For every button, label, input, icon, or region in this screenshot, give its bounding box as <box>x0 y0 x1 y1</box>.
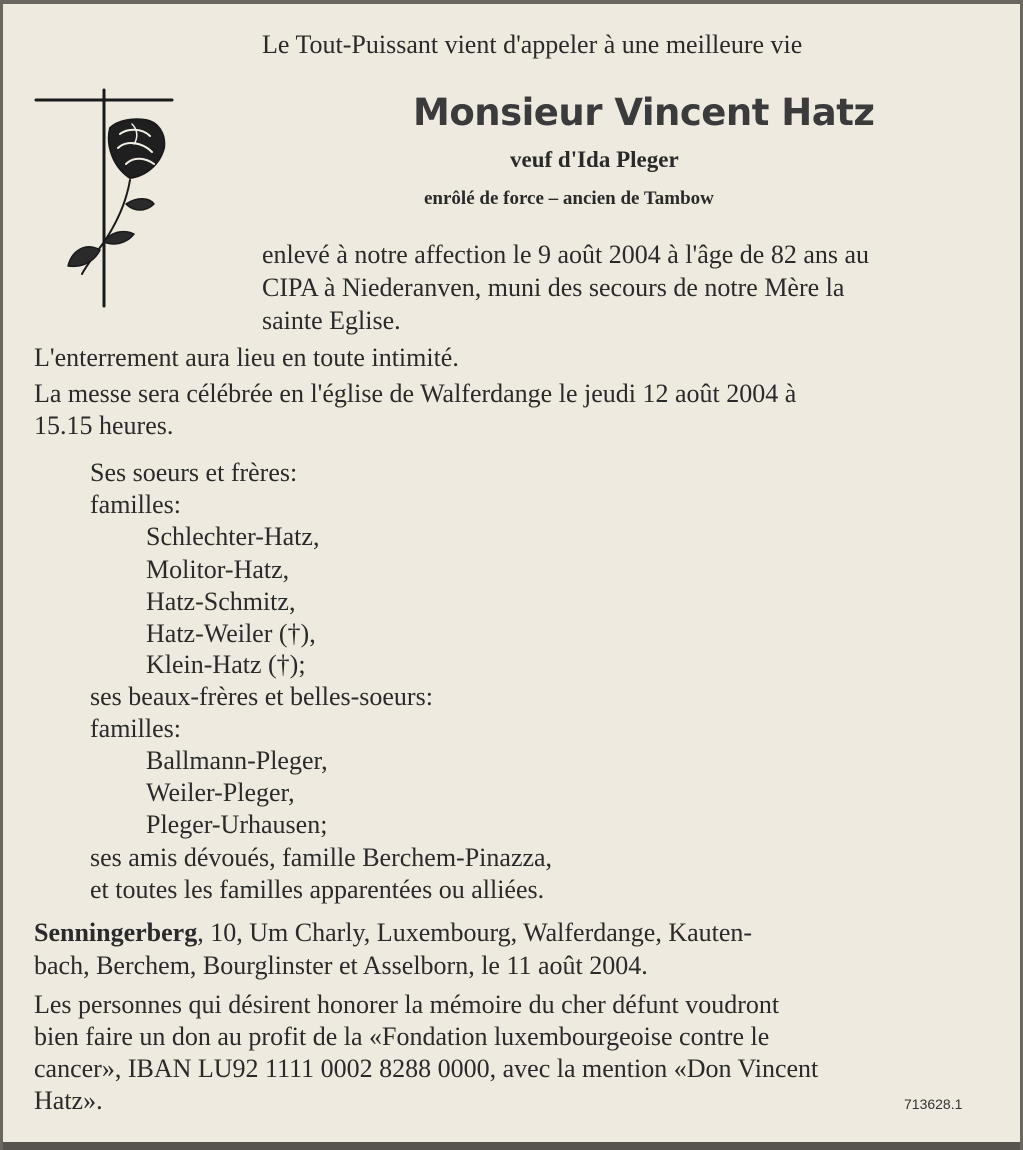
place-line-2: bach, Berchem, Bourglinster et Asselborn, le 11 août 2004. <box>34 951 648 980</box>
place-name: Senningerberg <box>34 918 198 947</box>
relatives-line: et toutes les familles apparentées ou alliées. <box>90 875 545 904</box>
siblings-families-label: familles: <box>90 490 181 519</box>
donation-line-3: cancer», IBAN LU92 1111 0002 8288 0000, avec la mention «Don Vincent <box>34 1054 819 1083</box>
sibling-family: Hatz-Weiler (†), <box>146 619 316 648</box>
border-top <box>0 0 1023 4</box>
reference-number: 713628.1 <box>904 1096 963 1112</box>
inlaw-family: Pleger-Urhausen; <box>146 810 328 839</box>
sibling-family: Klein-Hatz (†); <box>146 650 306 679</box>
taken-line-1: enlevé à notre affection le 9 août 2004 à l'âge de 82 ans au <box>262 240 870 269</box>
taken-line-2: CIPA à Niederanven, muni des secours de notre Mère la <box>262 273 845 302</box>
sibling-family: Schlechter-Hatz, <box>146 522 320 551</box>
intro-text: Le Tout-Puissant vient d'appeler à une meilleure vie <box>262 30 803 59</box>
burial-text: L'enterrement aura lieu en toute intimité. <box>34 343 459 372</box>
taken-line-3: sainte Eglise. <box>262 306 401 335</box>
sibling-family: Molitor-Hatz, <box>146 555 290 584</box>
donation-line-1: Les personnes qui désirent honorer la mémoire du cher défunt voudront <box>34 990 780 1019</box>
forced-conscript-text: enrôlé de force – ancien de Tambow <box>424 188 714 209</box>
cross-with-rose-icon <box>34 84 184 310</box>
place-line-1 <box>34 918 752 948</box>
siblings-heading: Ses soeurs et frères: <box>90 458 298 487</box>
place-address: , 10, Um Charly, Luxembourg, Walferdange, Kauten- <box>197 918 753 947</box>
inlaw-family: Weiler-Pleger, <box>146 778 295 807</box>
inlaws-heading: ses beaux-frères et belles-soeurs: <box>90 682 433 711</box>
border-left <box>0 0 3 1150</box>
border-bottom <box>0 1142 1023 1150</box>
inlaws-families-label: familles: <box>90 714 181 743</box>
widow-of-text: veuf d'Ida Pleger <box>510 147 679 172</box>
inlaw-family: Ballmann-Pleger, <box>146 746 328 775</box>
mass-line-2: 15.15 heures. <box>34 411 174 440</box>
donation-line-4: Hatz». <box>34 1086 103 1115</box>
sibling-family: Hatz-Schmitz, <box>146 587 296 616</box>
mass-line-1: La messe sera célébrée en l'église de Walferdange le jeudi 12 août 2004 à <box>34 379 797 408</box>
deceased-name: Monsieur Vincent Hatz <box>413 91 875 134</box>
friends-line: ses amis dévoués, famille Berchem-Pinazza, <box>90 843 553 872</box>
donation-line-2: bien faire un don au profit de la «Fondation luxembourgeoise contre le <box>34 1022 770 1051</box>
